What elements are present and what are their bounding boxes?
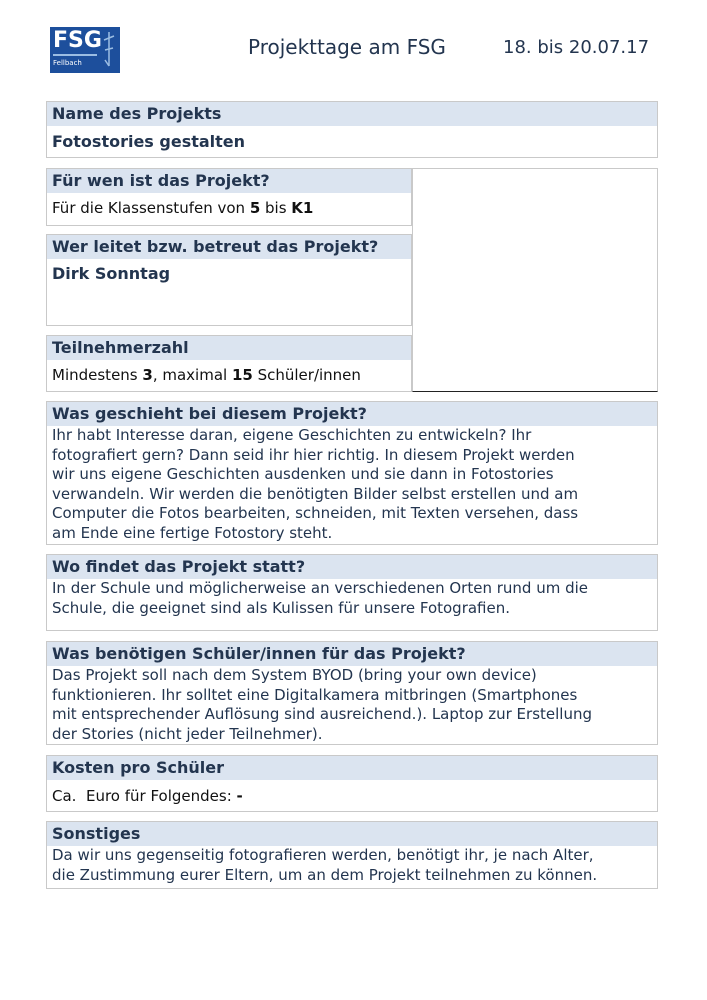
page-title: Projekttage am FSG: [248, 35, 446, 59]
logo-subtext: Fellbach: [53, 59, 82, 67]
requirements-text: [47, 666, 657, 744]
leader-label: Wer leitet bzw. betreut das Projekt?: [47, 235, 411, 259]
location-text: [47, 579, 657, 618]
leader-section: [46, 234, 412, 326]
grade-to: K1: [291, 199, 314, 217]
text-line: der Stories (nicht jeder Teilnehmer).: [52, 724, 323, 743]
participants-value: [47, 360, 411, 386]
description-section: [46, 401, 658, 545]
costs-prefix: Ca. Euro für Folgendes:: [52, 787, 237, 805]
participants-max: 15: [231, 366, 253, 384]
requirements-label: Was benötigen Schüler/innen für das Projekt?: [47, 642, 657, 666]
target-section: [46, 168, 412, 226]
text-line: funktionieren. Ihr solltet eine Digitalkamera mitbringen (Smartphones: [52, 685, 578, 704]
logo-figure-icon: [102, 30, 116, 68]
target-value: [47, 193, 411, 219]
costs-label: Kosten pro Schüler: [47, 756, 657, 780]
text-line: Da wir uns gegenseitig fotografieren werden, benötigt ihr, je nach Alter,: [52, 846, 594, 864]
description-label: Was geschieht bei diesem Projekt?: [47, 402, 657, 426]
text-line: Das Projekt soll nach dem System BYOD (bring your own device): [52, 666, 537, 684]
logo-text: FSG: [53, 28, 102, 53]
grade-from: 5: [249, 199, 261, 217]
logo-divider: [53, 54, 97, 56]
text-line: Schule, die geeignet sind als Kulissen für unsere Fotografien.: [52, 598, 511, 617]
misc-label: Sonstiges: [47, 822, 657, 846]
project-name-label: Name des Projekts: [47, 102, 657, 126]
project-name-value: Fotostories gestalten: [52, 132, 246, 151]
location-section: [46, 554, 658, 631]
text-line: mit entsprechender Auflösung sind ausreichend.). Laptop zur Erstellung: [52, 705, 592, 723]
requirements-section: [46, 641, 658, 745]
text-line: Ihr habt Interesse daran, eigene Geschichten zu entwickeln? Ihr: [52, 426, 532, 444]
project-name-section: [46, 101, 658, 158]
participants-section: [46, 335, 412, 392]
text-line: Computer die Fotos bearbeiten, schneiden, mit Texten versehen, dass: [52, 504, 579, 522]
text-line: verwandeln. Wir werden die benötigten Bilder selbst erstellen und am: [52, 484, 579, 503]
costs-value: [47, 780, 657, 807]
target-prefix: Für die Klassenstufen von: [52, 199, 250, 217]
description-text: [47, 426, 657, 543]
location-label: Wo findet das Projekt statt?: [47, 555, 657, 579]
image-placeholder-box: [412, 168, 658, 392]
target-label: Für wen ist das Projekt?: [47, 169, 411, 193]
participants-label: Teilnehmerzahl: [47, 336, 411, 360]
misc-text: [47, 846, 657, 885]
misc-section: [46, 821, 658, 889]
participants-prefix: Mindestens: [52, 366, 143, 384]
text-line: am Ende eine fertige Fotostory steht.: [52, 523, 333, 542]
participants-min: 3: [142, 366, 153, 384]
text-line: In der Schule und möglicherweise an verschiedenen Orten rund um die: [52, 579, 589, 597]
costs-amount: -: [236, 787, 243, 805]
participants-suffix: Schüler/innen: [252, 366, 361, 384]
text-line: fotografiert gern? Dann seid ihr hier richtig. In diesem Projekt werden: [52, 445, 575, 464]
participants-mid: , maximal: [152, 366, 232, 384]
school-logo: [50, 27, 120, 73]
text-line: die Zustimmung eurer Eltern, um an dem Projekt teilnehmen zu können.: [52, 865, 598, 884]
leader-value: Dirk Sonntag: [52, 264, 171, 283]
project-dates: 18. bis 20.07.17: [503, 37, 650, 58]
target-mid: bis: [260, 199, 292, 217]
text-line: wir uns eigene Geschichten ausdenken und sie dann in Fotostories: [52, 465, 554, 483]
costs-section: [46, 755, 658, 812]
